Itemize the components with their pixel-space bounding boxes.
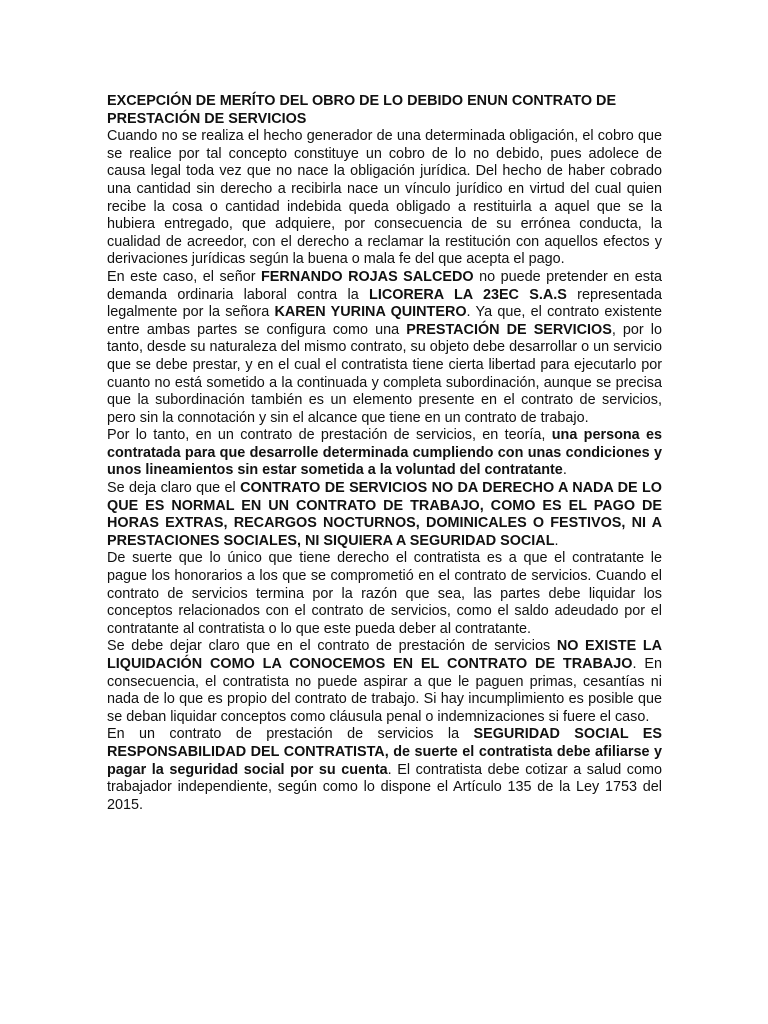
paragraph (107, 550, 662, 638)
text-segment: De suerte que lo único que tiene derecho el contratista es a que el contratante le pague los honorarios a los que se comprometió en el contrato de servicios. Cuando el contrato de servicios termina por la razón que sea, las partes debe liquidar los conceptos relacionados con el contrato de servicios, como el saldo adeudado por el contratante al contratista o lo que este pueda deber al contratante. (107, 550, 662, 637)
text-segment: . (562, 462, 567, 479)
document-title: EXCEPCIÓN DE MERÍTO DEL OBRO DE LO DEBIDO ENUN CONTRATO DE PRESTACIÓN DE SERVICIOS (107, 93, 617, 127)
text-segment: Por lo tanto, en un contrato de prestación de servicios, en teoría, (107, 427, 552, 444)
bold-text: SEGURIDAD SOCIAL ES RESPONSABILIDAD DEL CONTRATISTA, de suerte el contratista debe afiliarse y pagar la seguridad social por su cuenta (107, 726, 662, 778)
bold-text: una persona es contratada para que desarrolle determinada cumpliendo con unas condiciones y unos lineamientos sin estar sometida a la voluntad del contratante (107, 427, 662, 479)
text-segment: . (554, 532, 559, 549)
bold-text: KAREN YURINA QUINTERO (274, 304, 467, 321)
text-segment: En este caso, el señor (107, 268, 262, 285)
paragraph (107, 269, 662, 427)
bold-text: NO EXISTE LA LIQUIDACIÓN COMO LA CONOCEMOS EN EL CONTRATO DE TRABAJO (107, 638, 662, 672)
paragraph (107, 480, 662, 550)
paragraph (107, 638, 662, 726)
text-segment: representada legalmente por la señora (107, 286, 662, 321)
text-segment: no puede pretender en esta demanda ordinaria laboral contra la (107, 268, 662, 303)
text-segment: , por lo tanto, desde su naturaleza del mismo contrato, su objeto debe desarrollar o un servicio que se debe prestar, y en el cual el contratista tiene cierta libertad para ejecutarlo por cuanto no está sometido a la continuada y completa subordinación, aunque se precisa que la subordinación también es un elemento presente en el contrato de servicios, pero sin la connotación y sin el alcance que tiene en un contrato de trabajo. (107, 321, 663, 426)
bold-text: CONTRATO DE SERVICIOS NO DA DERECHO A NADA DE LO QUE ES NORMAL EN UN CONTRATO DE TRABAJO, COMO ES EL PAGO DE HORAS EXTRAS, RECARGOS NOCTURNOS, DOMINICALES O FESTIVOS, NI A PRESTACIONES SOCIALES, NI SIQUIERA A SEGURIDAD SOCIAL (107, 480, 662, 549)
bold-text: FERNANDO ROJAS SALCEDO (261, 268, 474, 285)
document-page (107, 93, 662, 814)
text-segment: En un contrato de prestación de servicios la (107, 726, 474, 743)
text-segment: . En consecuencia, el contratista no puede aspirar a que le paguen primas, cesantías ni nada de lo que es propio del contrato de trabajo. Si hay incumplimiento es posible que se deban liquidar conceptos como cláusula penal o indemnizaciones si fuere el caso. (107, 656, 662, 725)
text-segment: Se debe dejar claro que en el contrato de prestación de servicios (107, 638, 557, 655)
text-segment: . El contratista debe cotizar a salud como trabajador independiente, según como lo dispone el Artículo 135 de la Ley 1753 del 2015. (107, 761, 662, 813)
document-body (107, 128, 662, 814)
bold-text: PRESTACIÓN DE SERVICIOS (406, 321, 612, 338)
paragraph (107, 726, 662, 814)
text-segment: Se deja claro que el (107, 480, 241, 497)
text-segment: Cuando no se realiza el hecho generador de una determinada obligación, el cobro que se realice por tal concepto constituye un cobro de lo no debido, pues adolece de causa legal toda vez que no nace la obligación jurídica. Del hecho de haber cobrado una cantidad sin derecho a recibirla nace un vínculo jurídico en virtud del cual quien recibe la cosa o cantidad indebida queda obligado a restituirla a aquel que se la hubiera entregado, que adquiere, por consecuencia de su errónea conducta, la cualidad de acreedor, con el derecho a reclamar la restitución con aquellos efectos y derivaciones jurídicas según la buena o mala fe del que acepta el pago. (107, 128, 662, 268)
bold-text: LICORERA LA 23EC S.A.S (369, 286, 567, 303)
paragraph (107, 128, 662, 269)
paragraph (107, 427, 662, 480)
text-segment: . Ya que, el contrato existente entre ambas partes se configura como una (107, 304, 662, 338)
